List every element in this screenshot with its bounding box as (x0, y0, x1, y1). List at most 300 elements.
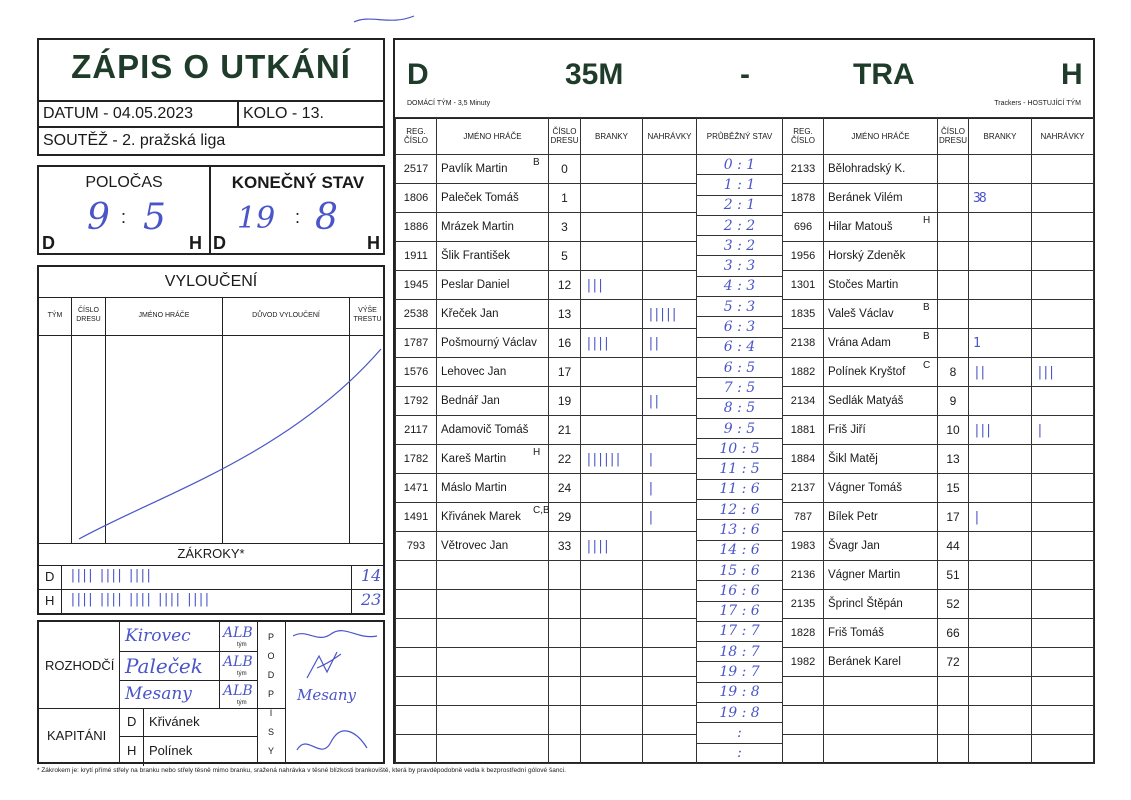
away-dres (938, 706, 969, 735)
home-branky (581, 242, 643, 271)
col-reg: REG. ČÍSLO (783, 117, 824, 155)
home-nahravky (643, 561, 697, 590)
away-reg (783, 677, 824, 706)
home-branky (581, 590, 643, 619)
vylouceni-col-jmeno: JMÉNO HRÁČE (138, 312, 190, 319)
away-branky: ||| (969, 416, 1032, 445)
vylouceni-title: VYLOUČENÍ (164, 273, 258, 290)
kapitani-label: KAPITÁNI (47, 728, 107, 743)
col-dres: ČÍSLO DRESU (938, 117, 969, 155)
away-branky (969, 590, 1032, 619)
home-dres (549, 590, 581, 619)
away-nahravky (1032, 155, 1094, 184)
running-score-entry: 6 : 3 (697, 317, 783, 337)
home-code: D (407, 58, 429, 91)
away-name: Bělohradský K. (824, 155, 938, 184)
away-name: Šprincl Štěpán (824, 590, 938, 619)
home-branky (581, 619, 643, 648)
home-nahravky: ||||| (643, 300, 697, 329)
away-nahravky (1032, 329, 1094, 358)
home-reg: 793 (395, 532, 437, 561)
running-score-entry: 9 : 5 (697, 419, 783, 439)
away-reg: 1884 (783, 445, 824, 474)
away-dres: 15 (938, 474, 969, 503)
home-name: Lehovec Jan (437, 358, 549, 387)
away-branky (969, 242, 1032, 271)
away-code: H (1061, 58, 1083, 91)
away-reg (783, 735, 824, 764)
home-dres: 22 (549, 445, 581, 474)
away-dres: 72 (938, 648, 969, 677)
home-dres (549, 735, 581, 764)
away-name: Polínek Kryštof (824, 358, 938, 387)
captain-d-name: Křivánek (149, 714, 200, 729)
home-player-mark: H (533, 447, 541, 458)
running-score-entry: 13 : 6 (697, 520, 783, 540)
captain-d-side: D (127, 714, 137, 729)
away-nahravky (1032, 213, 1094, 242)
home-branky (581, 561, 643, 590)
konecny-home: 19 (237, 201, 276, 236)
away-dres (938, 677, 969, 706)
away-reg: 2138 (783, 329, 824, 358)
running-score-entry: 7 : 5 (697, 378, 783, 398)
away-reg: 2134 (783, 387, 824, 416)
home-name (437, 590, 549, 619)
referee-3-team: ALB (223, 683, 253, 699)
home-dres: 17 (549, 358, 581, 387)
running-score-entry: 15 : 6 (697, 561, 783, 581)
running-score-entry: 10 : 5 (697, 439, 783, 459)
away-nahravky (1032, 706, 1094, 735)
home-reg (395, 619, 437, 648)
away-branky (969, 445, 1032, 474)
away-dres: 17 (938, 503, 969, 532)
col-prubezny: PRŮBĚŽNÝ STAV (697, 117, 783, 155)
home-name: Pošmourný Václav (437, 329, 549, 358)
away-player-mark: C (923, 360, 931, 371)
away-branky (969, 474, 1032, 503)
away-nahravky (1032, 677, 1094, 706)
running-score-entry: 6 : 5 (697, 358, 783, 378)
away-branky (969, 735, 1032, 764)
vylouceni-col-duvod: DŮVOD VYLOUČENÍ (252, 312, 320, 319)
running-score-entry: 3 : 3 (697, 256, 783, 276)
home-reg: 1787 (395, 329, 437, 358)
away-caption: Trackers - HOSTUJÍCÍ TÝM (994, 100, 1081, 107)
away-dres: 51 (938, 561, 969, 590)
home-nahravky (643, 416, 697, 445)
home-name: Máslo Martin (437, 474, 549, 503)
running-score-entry: 4 : 3 (697, 277, 783, 297)
home-reg: 2117 (395, 416, 437, 445)
home-nahravky: | (643, 445, 697, 474)
running-score-entry: 0 : 1 (697, 155, 783, 175)
running-score-entry: 12 : 6 (697, 500, 783, 520)
running-score-entry: 3 : 2 (697, 236, 783, 256)
home-reg: 2517 (395, 155, 437, 184)
home-branky (581, 358, 643, 387)
home-reg: 1471 (395, 474, 437, 503)
home-name (437, 677, 549, 706)
away-name: Beránek Vilém (824, 184, 938, 213)
home-nahravky: | (643, 503, 697, 532)
home-branky: |||||| (581, 445, 643, 474)
home-branky (581, 735, 643, 764)
zakroky-d-tally: |||| |||| |||| (69, 568, 151, 583)
vylouceni-box (37, 265, 385, 615)
away-nahravky (1032, 619, 1094, 648)
away-name: Friš Tomáš (824, 619, 938, 648)
home-name (437, 706, 549, 735)
away-nahravky (1032, 300, 1094, 329)
zakroky-title: ZÁKROKY* (177, 546, 245, 561)
away-dres: 9 (938, 387, 969, 416)
home-branky (581, 706, 643, 735)
col-branky: BRANKY (969, 117, 1032, 155)
away-name: Horský Zdeněk (824, 242, 938, 271)
team-dash: - (740, 58, 750, 91)
away-nahravky (1032, 184, 1094, 213)
away-branky (969, 213, 1032, 242)
away-dres (938, 300, 969, 329)
home-reg: 1782 (395, 445, 437, 474)
home-nahravky (643, 184, 697, 213)
running-score-entry: 17 : 6 (697, 602, 783, 622)
running-score-entry: 1 : 1 (697, 175, 783, 195)
home-branky (581, 155, 643, 184)
home-reg (395, 590, 437, 619)
home-dres (549, 706, 581, 735)
away-name: Švagr Jan (824, 532, 938, 561)
home-player-mark: C,B (533, 505, 550, 516)
pen-mark (350, 10, 420, 30)
away-branky (969, 155, 1032, 184)
home-name: Mrázek Martin (437, 213, 549, 242)
away-reg: 1301 (783, 271, 824, 300)
away-dres: 52 (938, 590, 969, 619)
home-reg: 1911 (395, 242, 437, 271)
away-reg: 2133 (783, 155, 824, 184)
away-nahravky (1032, 503, 1094, 532)
running-score-entry: : (697, 744, 783, 764)
away-name (824, 735, 938, 764)
home-nahravky (643, 532, 697, 561)
home-name: Kareš Martin (437, 445, 549, 474)
away-reg: 2136 (783, 561, 824, 590)
rozhodci-label: ROZHODČÍ (45, 658, 115, 673)
home-nahravky: | (643, 474, 697, 503)
home-dres: 0 (549, 155, 581, 184)
signature-mesany: Mesany (297, 686, 357, 704)
away-reg: 1881 (783, 416, 824, 445)
away-reg: 696 (783, 213, 824, 242)
home-dres: 29 (549, 503, 581, 532)
home-nahravky (643, 213, 697, 242)
away-branky (969, 619, 1032, 648)
home-nahravky (643, 590, 697, 619)
away-dres (938, 155, 969, 184)
away-nahravky: ||| (1032, 358, 1094, 387)
away-dres (938, 213, 969, 242)
zakroky-d-label: D (45, 569, 55, 584)
away-reg: 1982 (783, 648, 824, 677)
kolo: KOLO - 13. (243, 105, 324, 122)
away-reg: 1983 (783, 532, 824, 561)
konecny-label: KONEČNÝ STAV (231, 173, 365, 192)
home-nahravky (643, 706, 697, 735)
home-reg (395, 677, 437, 706)
podpisy-label: P O D P I S Y (267, 632, 275, 756)
away-player-mark: B (923, 302, 930, 313)
polocas-d: D (42, 233, 55, 253)
home-reg: 1491 (395, 503, 437, 532)
away-nahravky (1032, 532, 1094, 561)
home-reg: 1576 (395, 358, 437, 387)
home-dres: 12 (549, 271, 581, 300)
running-score-entry: 19 : 8 (697, 683, 783, 703)
home-caption: DOMÁCÍ TÝM - 3,5 Minuty (407, 100, 491, 107)
home-reg (395, 706, 437, 735)
away-reg: 1878 (783, 184, 824, 213)
away-player-mark: H (923, 215, 931, 226)
home-reg: 2538 (395, 300, 437, 329)
home-reg: 1806 (395, 184, 437, 213)
home-nahravky (643, 358, 697, 387)
form-title: ZÁPIS O UTKÁNÍ (71, 48, 351, 85)
away-reg (783, 706, 824, 735)
away-nahravky (1032, 242, 1094, 271)
col-branky: BRANKY (581, 117, 643, 155)
vylouceni-col-tym: TÝM (47, 312, 63, 319)
vylouceni-col-dres: ČÍSLO DRESU (76, 307, 101, 323)
home-dres: 19 (549, 387, 581, 416)
away-dres: 8 (938, 358, 969, 387)
away-reg: 2135 (783, 590, 824, 619)
captain-h-name: Polínek (149, 743, 193, 758)
away-dres (938, 184, 969, 213)
home-branky (581, 648, 643, 677)
polocas-h: H (189, 233, 202, 253)
away-name: Beránek Karel (824, 648, 938, 677)
home-name: Pavlík Martin (437, 155, 549, 184)
home-name: Adamovič Tomáš (437, 416, 549, 445)
home-name: Křeček Jan (437, 300, 549, 329)
home-nahravky (643, 648, 697, 677)
col-reg: REG. ČÍSLO (395, 117, 437, 155)
away-player-mark: B (923, 331, 930, 342)
konecny-away: 8 (315, 197, 338, 238)
referee-2-team: ALB (223, 654, 253, 670)
home-reg: 1886 (395, 213, 437, 242)
away-name (824, 677, 938, 706)
home-name (437, 648, 549, 677)
home-branky (581, 184, 643, 213)
home-branky: ||| (581, 271, 643, 300)
running-score-entry: 5 : 3 (697, 297, 783, 317)
home-dres (549, 677, 581, 706)
away-reg: 2137 (783, 474, 824, 503)
referee-1-tym: tým (237, 642, 247, 648)
away-branky (969, 271, 1032, 300)
referee-1-name: Kirovec (125, 626, 191, 646)
away-nahravky (1032, 648, 1094, 677)
home-nahravky (643, 619, 697, 648)
home-dres: 16 (549, 329, 581, 358)
home-branky (581, 300, 643, 329)
away-nahravky (1032, 445, 1094, 474)
score-box (37, 165, 385, 255)
running-score-entry: 8 : 5 (697, 399, 783, 419)
home-branky (581, 416, 643, 445)
away-name (824, 706, 938, 735)
running-score-entry: 2 : 2 (697, 216, 783, 236)
home-dres: 24 (549, 474, 581, 503)
home-name (437, 619, 549, 648)
running-score-entry: 11 : 6 (697, 480, 783, 500)
away-nahravky (1032, 474, 1094, 503)
home-name: Křivánek Marek (437, 503, 549, 532)
referee-3-name: Mesany (125, 684, 192, 704)
home-dres: 3 (549, 213, 581, 242)
home-name: Paleček Tomáš (437, 184, 549, 213)
home-branky (581, 474, 643, 503)
col-nahravky: NAHRÁVKY (643, 117, 697, 155)
away-nahravky: | (1032, 416, 1094, 445)
away-reg: 787 (783, 503, 824, 532)
away-branky: | (969, 503, 1032, 532)
away-branky (969, 300, 1032, 329)
datum: DATUM - 04.05.2023 (43, 105, 193, 122)
home-name: Větrovec Jan (437, 532, 549, 561)
footnote: * Zákrokem je: krytí přímé střely na branku nebo střely těsně mimo branku, sražená nahrávka v těsné blízkosti brankoviště, která by pravděpodobně vedla k bezprostřední gólové šanci. (37, 767, 566, 774)
away-dres (938, 242, 969, 271)
home-branky (581, 503, 643, 532)
away-dres (938, 329, 969, 358)
home-dres (549, 648, 581, 677)
away-branky (969, 706, 1032, 735)
zakroky-h-label: H (45, 593, 55, 608)
away-branky: 1 (969, 329, 1032, 358)
home-nahravky (643, 271, 697, 300)
away-nahravky (1032, 387, 1094, 416)
strike-line (39, 335, 385, 543)
running-score-entry: 17 : 7 (697, 622, 783, 642)
home-branky (581, 677, 643, 706)
away-branky (969, 648, 1032, 677)
home-nahravky (643, 242, 697, 271)
away-name: Valeš Václav (824, 300, 938, 329)
away-name: Vágner Martin (824, 561, 938, 590)
running-score-entry: 11 : 5 (697, 459, 783, 479)
running-score-entry: 2 : 1 (697, 196, 783, 216)
running-score-entry: : (697, 723, 783, 743)
konecny-sep: : (295, 207, 301, 227)
away-dres: 44 (938, 532, 969, 561)
away-branky (969, 387, 1032, 416)
home-name: Šlik František (437, 242, 549, 271)
away-reg: 1956 (783, 242, 824, 271)
col-dres: ČÍSLO DRESU (549, 117, 581, 155)
away-name: Stočes Martin (824, 271, 938, 300)
col-name: JMÉNO HRÁČE (824, 117, 938, 155)
home-name: Peslar Daniel (437, 271, 549, 300)
away-branky (969, 561, 1032, 590)
konecny-h: H (367, 233, 380, 253)
away-branky: 38 (969, 184, 1032, 213)
away-branky (969, 677, 1032, 706)
home-dres: 13 (549, 300, 581, 329)
away-team: TRA (853, 58, 915, 91)
running-score-entry: 14 : 6 (697, 541, 783, 561)
polocas-label: POLOČAS (85, 174, 163, 191)
away-name: Hilar Matouš (824, 213, 938, 242)
referee-3-tym: tým (237, 700, 247, 706)
away-nahravky (1032, 735, 1094, 764)
col-name: JMÉNO HRÁČE (437, 117, 549, 155)
polocas-home: 9 (87, 197, 110, 238)
home-name: Bednář Jan (437, 387, 549, 416)
officials-box (37, 620, 385, 764)
soutez: SOUTĚŽ - 2. pražská liga (43, 132, 226, 149)
polocas-sep: : (121, 207, 127, 227)
away-reg: 1828 (783, 619, 824, 648)
home-nahravky: || (643, 329, 697, 358)
away-branky: || (969, 358, 1032, 387)
col-nahravky: NAHRÁVKY (1032, 117, 1094, 155)
home-name (437, 735, 549, 764)
title-box (37, 38, 385, 156)
home-nahravky (643, 677, 697, 706)
away-dres (938, 735, 969, 764)
zakroky-d-total: 14 (361, 566, 382, 585)
away-name: Friš Jiří (824, 416, 938, 445)
referee-1-team: ALB (223, 625, 253, 641)
away-nahravky (1032, 271, 1094, 300)
home-dres (549, 619, 581, 648)
home-branky (581, 213, 643, 242)
home-reg: 1945 (395, 271, 437, 300)
home-branky (581, 387, 643, 416)
home-nahravky (643, 735, 697, 764)
referee-2-tym: tým (237, 671, 247, 677)
running-score-entry: 18 : 7 (697, 642, 783, 662)
away-name: Bílek Petr (824, 503, 938, 532)
running-score-table (697, 117, 783, 764)
home-nahravky: || (643, 387, 697, 416)
away-name: Sedlák Matyáš (824, 387, 938, 416)
away-reg: 1835 (783, 300, 824, 329)
away-dres: 10 (938, 416, 969, 445)
home-branky: |||| (581, 532, 643, 561)
home-team: 35M (565, 58, 624, 91)
home-dres (549, 561, 581, 590)
away-dres: 66 (938, 619, 969, 648)
running-score-entry: 19 : 8 (697, 703, 783, 723)
running-score-entry: 16 : 6 (697, 581, 783, 601)
konecny-d: D (213, 233, 226, 253)
home-nahravky (643, 155, 697, 184)
away-nahravky (1032, 561, 1094, 590)
home-dres: 5 (549, 242, 581, 271)
captain-h-side: H (127, 743, 137, 758)
running-score-entry: 19 : 7 (697, 662, 783, 682)
away-reg: 1882 (783, 358, 824, 387)
home-reg: 1792 (395, 387, 437, 416)
vylouceni-col-vyse: VÝŠE TRESTU (353, 307, 382, 323)
home-dres: 21 (549, 416, 581, 445)
home-branky: |||| (581, 329, 643, 358)
